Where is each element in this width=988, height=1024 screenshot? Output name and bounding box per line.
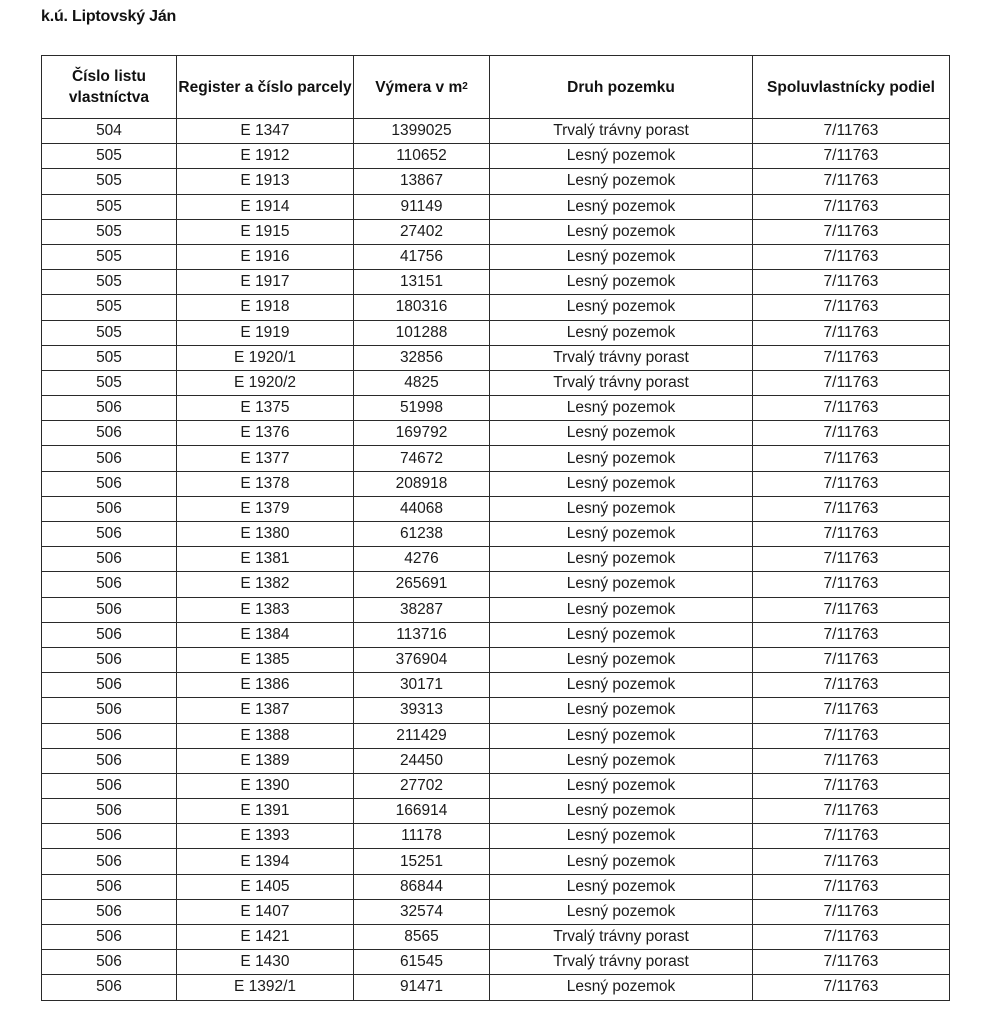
cell-share: 7/11763 [753, 169, 950, 194]
cell-share: 7/11763 [753, 522, 950, 547]
cell-area: 101288 [354, 320, 490, 345]
cell-parcel: E 1387 [177, 698, 354, 723]
cell-parcel: E 1912 [177, 144, 354, 169]
table-row [42, 421, 950, 446]
cell-parcel: E 1382 [177, 572, 354, 597]
cell-sheet-number: 506 [42, 773, 177, 798]
table-row [42, 723, 950, 748]
cell-share: 7/11763 [753, 748, 950, 773]
table-row [42, 975, 950, 1000]
cell-sheet-number: 506 [42, 421, 177, 446]
cell-share: 7/11763 [753, 849, 950, 874]
cell-parcel: E 1394 [177, 849, 354, 874]
cell-share: 7/11763 [753, 144, 950, 169]
cell-land-type: Trvalý trávny porast [490, 345, 753, 370]
table-row [42, 572, 950, 597]
cell-land-type: Lesný pozemok [490, 295, 753, 320]
header-parcel: Register a číslo parcely [177, 56, 354, 119]
table-header [42, 56, 950, 119]
cell-parcel: E 1376 [177, 421, 354, 446]
cell-land-type: Lesný pozemok [490, 522, 753, 547]
cell-land-type: Trvalý trávny porast [490, 370, 753, 395]
cell-land-type: Lesný pozemok [490, 748, 753, 773]
cell-land-type: Lesný pozemok [490, 572, 753, 597]
table-row [42, 119, 950, 144]
cell-share: 7/11763 [753, 950, 950, 975]
cell-land-type: Lesný pozemok [490, 773, 753, 798]
cell-parcel: E 1384 [177, 622, 354, 647]
cell-area: 91149 [354, 194, 490, 219]
cell-land-type: Lesný pozemok [490, 799, 753, 824]
cell-sheet-number: 505 [42, 194, 177, 219]
cell-sheet-number: 506 [42, 597, 177, 622]
cell-parcel: E 1380 [177, 522, 354, 547]
table-row [42, 597, 950, 622]
cell-sheet-number: 505 [42, 219, 177, 244]
cell-sheet-number: 505 [42, 370, 177, 395]
table-row [42, 244, 950, 269]
cell-share: 7/11763 [753, 773, 950, 798]
cell-parcel: E 1405 [177, 874, 354, 899]
cell-land-type: Lesný pozemok [490, 673, 753, 698]
cell-share: 7/11763 [753, 471, 950, 496]
cell-share: 7/11763 [753, 119, 950, 144]
cell-area: 211429 [354, 723, 490, 748]
cell-share: 7/11763 [753, 824, 950, 849]
cell-parcel: E 1391 [177, 799, 354, 824]
header-area-label: Výmera v m [375, 78, 463, 96]
cell-area: 15251 [354, 849, 490, 874]
cell-land-type: Lesný pozemok [490, 396, 753, 421]
cell-area: 110652 [354, 144, 490, 169]
table-row [42, 295, 950, 320]
cell-share: 7/11763 [753, 799, 950, 824]
cell-land-type: Lesný pozemok [490, 471, 753, 496]
cell-share: 7/11763 [753, 194, 950, 219]
table-row [42, 194, 950, 219]
table-row [42, 370, 950, 395]
cell-area: 30171 [354, 673, 490, 698]
cell-sheet-number: 506 [42, 748, 177, 773]
table-body [42, 119, 950, 1001]
table-row [42, 496, 950, 521]
cell-sheet-number: 506 [42, 975, 177, 1000]
cell-sheet-number: 506 [42, 925, 177, 950]
document-title: k.ú. Liptovský Ján [41, 8, 177, 25]
table-row [42, 144, 950, 169]
cell-land-type: Lesný pozemok [490, 446, 753, 471]
cell-parcel: E 1915 [177, 219, 354, 244]
cell-sheet-number: 506 [42, 547, 177, 572]
table-row [42, 899, 950, 924]
cell-area: 180316 [354, 295, 490, 320]
cell-area: 27402 [354, 219, 490, 244]
cell-sheet-number: 505 [42, 295, 177, 320]
cell-parcel: E 1377 [177, 446, 354, 471]
cell-parcel: E 1916 [177, 244, 354, 269]
table-row [42, 270, 950, 295]
table-row [42, 950, 950, 975]
cell-land-type: Lesný pozemok [490, 219, 753, 244]
cell-land-type: Lesný pozemok [490, 547, 753, 572]
cell-sheet-number: 506 [42, 723, 177, 748]
cell-parcel: E 1918 [177, 295, 354, 320]
cell-area: 86844 [354, 874, 490, 899]
cell-share: 7/11763 [753, 874, 950, 899]
cell-area: 13151 [354, 270, 490, 295]
cell-land-type: Lesný pozemok [490, 723, 753, 748]
cell-share: 7/11763 [753, 899, 950, 924]
cell-area: 38287 [354, 597, 490, 622]
cell-share: 7/11763 [753, 421, 950, 446]
cell-sheet-number: 505 [42, 320, 177, 345]
cell-land-type: Lesný pozemok [490, 244, 753, 269]
cell-area: 13867 [354, 169, 490, 194]
cell-area: 61545 [354, 950, 490, 975]
table-row [42, 925, 950, 950]
cell-parcel: E 1919 [177, 320, 354, 345]
cell-land-type: Lesný pozemok [490, 597, 753, 622]
cell-share: 7/11763 [753, 219, 950, 244]
header-share: Spoluvlastnícky podiel [753, 56, 950, 119]
table-row [42, 471, 950, 496]
cell-sheet-number: 506 [42, 874, 177, 899]
cell-land-type: Trvalý trávny porast [490, 119, 753, 144]
table-row [42, 522, 950, 547]
cell-parcel: E 1917 [177, 270, 354, 295]
table-row [42, 874, 950, 899]
cell-sheet-number: 505 [42, 244, 177, 269]
cell-parcel: E 1389 [177, 748, 354, 773]
cell-share: 7/11763 [753, 295, 950, 320]
cell-land-type: Lesný pozemok [490, 975, 753, 1000]
table-row [42, 219, 950, 244]
cell-sheet-number: 506 [42, 950, 177, 975]
cell-sheet-number: 505 [42, 345, 177, 370]
table-row [42, 345, 950, 370]
cell-parcel: E 1383 [177, 597, 354, 622]
cell-area: 1399025 [354, 119, 490, 144]
cell-share: 7/11763 [753, 547, 950, 572]
cell-parcel: E 1379 [177, 496, 354, 521]
cell-sheet-number: 506 [42, 849, 177, 874]
cell-land-type: Lesný pozemok [490, 824, 753, 849]
cell-land-type: Lesný pozemok [490, 421, 753, 446]
cell-land-type: Lesný pozemok [490, 874, 753, 899]
cell-sheet-number: 506 [42, 899, 177, 924]
cell-share: 7/11763 [753, 396, 950, 421]
cell-sheet-number: 506 [42, 496, 177, 521]
table-row [42, 748, 950, 773]
table-row [42, 396, 950, 421]
cell-area: 91471 [354, 975, 490, 1000]
cell-area: 27702 [354, 773, 490, 798]
cell-sheet-number: 506 [42, 572, 177, 597]
cell-sheet-number: 506 [42, 647, 177, 672]
cell-area: 169792 [354, 421, 490, 446]
cell-area: 74672 [354, 446, 490, 471]
cell-parcel: E 1407 [177, 899, 354, 924]
cell-parcel: E 1920/2 [177, 370, 354, 395]
parcel-table [41, 55, 950, 1001]
cell-share: 7/11763 [753, 975, 950, 1000]
cell-area: 8565 [354, 925, 490, 950]
cell-area: 113716 [354, 622, 490, 647]
cell-parcel: E 1430 [177, 950, 354, 975]
cell-parcel: E 1386 [177, 673, 354, 698]
cell-share: 7/11763 [753, 673, 950, 698]
table-row [42, 622, 950, 647]
cell-sheet-number: 506 [42, 622, 177, 647]
header-area-unit-exponent: 2 [462, 80, 468, 92]
cell-share: 7/11763 [753, 446, 950, 471]
cell-area: 41756 [354, 244, 490, 269]
table-row [42, 849, 950, 874]
cell-sheet-number: 506 [42, 673, 177, 698]
cell-share: 7/11763 [753, 320, 950, 345]
cell-land-type: Lesný pozemok [490, 647, 753, 672]
cell-parcel: E 1381 [177, 547, 354, 572]
header-sheet-number: Číslo listu vlastníctva [42, 56, 177, 119]
cell-land-type: Lesný pozemok [490, 169, 753, 194]
table-row [42, 320, 950, 345]
cell-share: 7/11763 [753, 496, 950, 521]
cell-parcel: E 1385 [177, 647, 354, 672]
cell-parcel: E 1388 [177, 723, 354, 748]
cell-area: 11178 [354, 824, 490, 849]
cell-parcel: E 1913 [177, 169, 354, 194]
cell-land-type: Lesný pozemok [490, 270, 753, 295]
cell-land-type: Lesný pozemok [490, 144, 753, 169]
cell-area: 32574 [354, 899, 490, 924]
cell-sheet-number: 505 [42, 144, 177, 169]
cell-parcel: E 1914 [177, 194, 354, 219]
cell-area: 4276 [354, 547, 490, 572]
cell-share: 7/11763 [753, 622, 950, 647]
cell-sheet-number: 504 [42, 119, 177, 144]
table-row [42, 824, 950, 849]
table-row [42, 799, 950, 824]
cell-share: 7/11763 [753, 723, 950, 748]
cell-sheet-number: 505 [42, 270, 177, 295]
cell-area: 32856 [354, 345, 490, 370]
cell-parcel: E 1393 [177, 824, 354, 849]
table-row [42, 698, 950, 723]
header-land-type: Druh pozemku [490, 56, 753, 119]
cell-parcel: E 1378 [177, 471, 354, 496]
cell-land-type: Lesný pozemok [490, 320, 753, 345]
cell-sheet-number: 506 [42, 824, 177, 849]
cell-area: 44068 [354, 496, 490, 521]
table-row [42, 547, 950, 572]
cell-area: 208918 [354, 471, 490, 496]
cell-parcel: E 1920/1 [177, 345, 354, 370]
cell-area: 265691 [354, 572, 490, 597]
cell-area: 376904 [354, 647, 490, 672]
cell-sheet-number: 506 [42, 396, 177, 421]
cell-area: 39313 [354, 698, 490, 723]
cell-sheet-number: 506 [42, 799, 177, 824]
header-row [42, 56, 950, 119]
cell-share: 7/11763 [753, 370, 950, 395]
cell-sheet-number: 506 [42, 446, 177, 471]
table-row [42, 673, 950, 698]
cell-parcel: E 1390 [177, 773, 354, 798]
cell-land-type: Trvalý trávny porast [490, 950, 753, 975]
cell-sheet-number: 506 [42, 471, 177, 496]
cell-land-type: Lesný pozemok [490, 496, 753, 521]
table-row [42, 446, 950, 471]
cell-share: 7/11763 [753, 925, 950, 950]
cell-share: 7/11763 [753, 647, 950, 672]
cell-land-type: Lesný pozemok [490, 622, 753, 647]
cell-parcel: E 1375 [177, 396, 354, 421]
cell-share: 7/11763 [753, 270, 950, 295]
cell-area: 24450 [354, 748, 490, 773]
cell-parcel: E 1347 [177, 119, 354, 144]
cell-share: 7/11763 [753, 698, 950, 723]
cell-sheet-number: 506 [42, 522, 177, 547]
cell-land-type: Lesný pozemok [490, 194, 753, 219]
cell-share: 7/11763 [753, 597, 950, 622]
cell-share: 7/11763 [753, 244, 950, 269]
cell-area: 4825 [354, 370, 490, 395]
cell-parcel: E 1392/1 [177, 975, 354, 1000]
table-row [42, 773, 950, 798]
cell-land-type: Lesný pozemok [490, 899, 753, 924]
cell-land-type: Lesný pozemok [490, 698, 753, 723]
cell-area: 51998 [354, 396, 490, 421]
cell-sheet-number: 506 [42, 698, 177, 723]
cell-land-type: Lesný pozemok [490, 849, 753, 874]
cell-area: 166914 [354, 799, 490, 824]
cell-parcel: E 1421 [177, 925, 354, 950]
header-area [354, 56, 490, 119]
cell-area: 61238 [354, 522, 490, 547]
table-row [42, 169, 950, 194]
cell-land-type: Trvalý trávny porast [490, 925, 753, 950]
cell-share: 7/11763 [753, 345, 950, 370]
cell-sheet-number: 505 [42, 169, 177, 194]
cell-share: 7/11763 [753, 572, 950, 597]
table-row [42, 647, 950, 672]
